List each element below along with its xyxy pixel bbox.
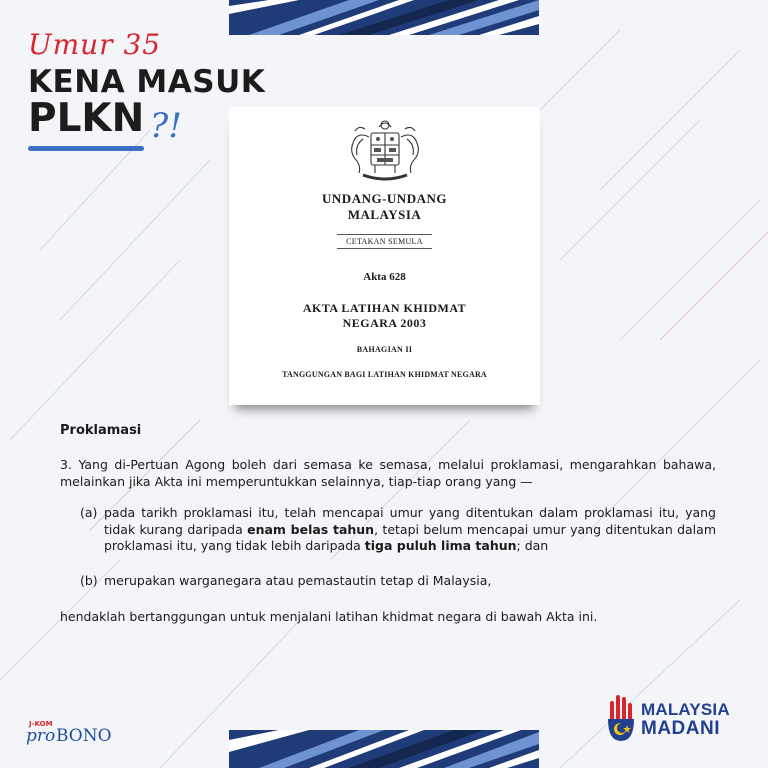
act-name	[229, 301, 540, 331]
malaysia-coat-of-arms-icon	[339, 117, 431, 183]
sub-item-a-text-3: ; dan	[516, 538, 549, 553]
stripe-pattern-icon	[229, 0, 539, 35]
act-name-line1: AKTA LATIHAN KHIDMAT	[302, 301, 467, 315]
act-cover-page	[229, 107, 540, 405]
headline-age: Umur 35	[28, 28, 162, 61]
closing-paragraph: hendaklah bertanggungan untuk menjalani latihan khidmat negara di bawah Akta ini.	[60, 609, 598, 624]
document-title-line1: UNDANG-UNDANG	[322, 191, 447, 206]
sub-item-a-label: (a)	[80, 505, 98, 520]
max-age-text: tiga puluh lima tahun	[364, 538, 517, 553]
sub-item-b-text: merupakan warganegara atau pemastautin tetap di Malaysia,	[104, 572, 492, 588]
bottom-stripe-band	[229, 730, 539, 768]
act-part: BAHAGIAN II	[356, 345, 413, 354]
headline-punctuation: ?!	[150, 106, 182, 146]
min-age-text: enam belas tahun	[247, 521, 375, 537]
sub-item-a-text-1: pada tarikh proklamasi itu, telah mencapai umur yang ditentukan dalam proklamasi itu, yang tidak kurang daripada	[104, 505, 716, 537]
stripe-pattern-icon	[229, 730, 539, 768]
legal-text	[60, 422, 716, 626]
act-number: Akta 628	[363, 271, 406, 283]
document-title	[229, 191, 540, 223]
headline-plkn: PLKN	[28, 96, 145, 141]
sub-item-a	[60, 505, 716, 555]
jkom-probono-logo	[26, 720, 122, 748]
madani-logo-line2: MADANI	[641, 718, 720, 739]
section-paragraph: 3. Yang di-Pertuan Agong boleh dari semasa ke semasa, melalui proklamasi, mengarahkan bahawa, melainkan jika Akta ini memperuntukkan selainnya, tiap-tiap orang yang —	[60, 457, 716, 489]
top-stripe-band	[229, 0, 539, 35]
act-part-heading: TANGGUNGAN BAGI LATIHAN KHIDMAT NEGARA	[282, 370, 487, 379]
sub-item-b-label: (b)	[80, 572, 98, 588]
pro-label: pro	[26, 726, 56, 746]
sub-item-a-text-2: , tetapi belum mencapai umur yang ditentukan dalam proklamasi itu, yang tidak lebih daripada	[104, 521, 716, 553]
document-title-line2: MALAYSIA	[347, 207, 422, 222]
malaysia-madani-hand-icon	[606, 693, 636, 743]
madani-logo-line1: MALAYSIA	[641, 700, 730, 719]
section-title: Proklamasi	[60, 423, 142, 438]
bono-label: BONO	[56, 726, 112, 746]
headline-line2: KENA MASUK	[28, 64, 266, 100]
reprint-label-box	[337, 234, 432, 249]
jkom-label: J-KOM	[29, 720, 53, 728]
malaysia-madani-logo	[606, 693, 746, 745]
act-name-line2: NEGARA 2003	[342, 316, 427, 330]
headline-underline	[28, 146, 144, 151]
sub-item-b	[60, 573, 716, 590]
reprint-label: CETAKAN SEMULA	[346, 237, 423, 246]
